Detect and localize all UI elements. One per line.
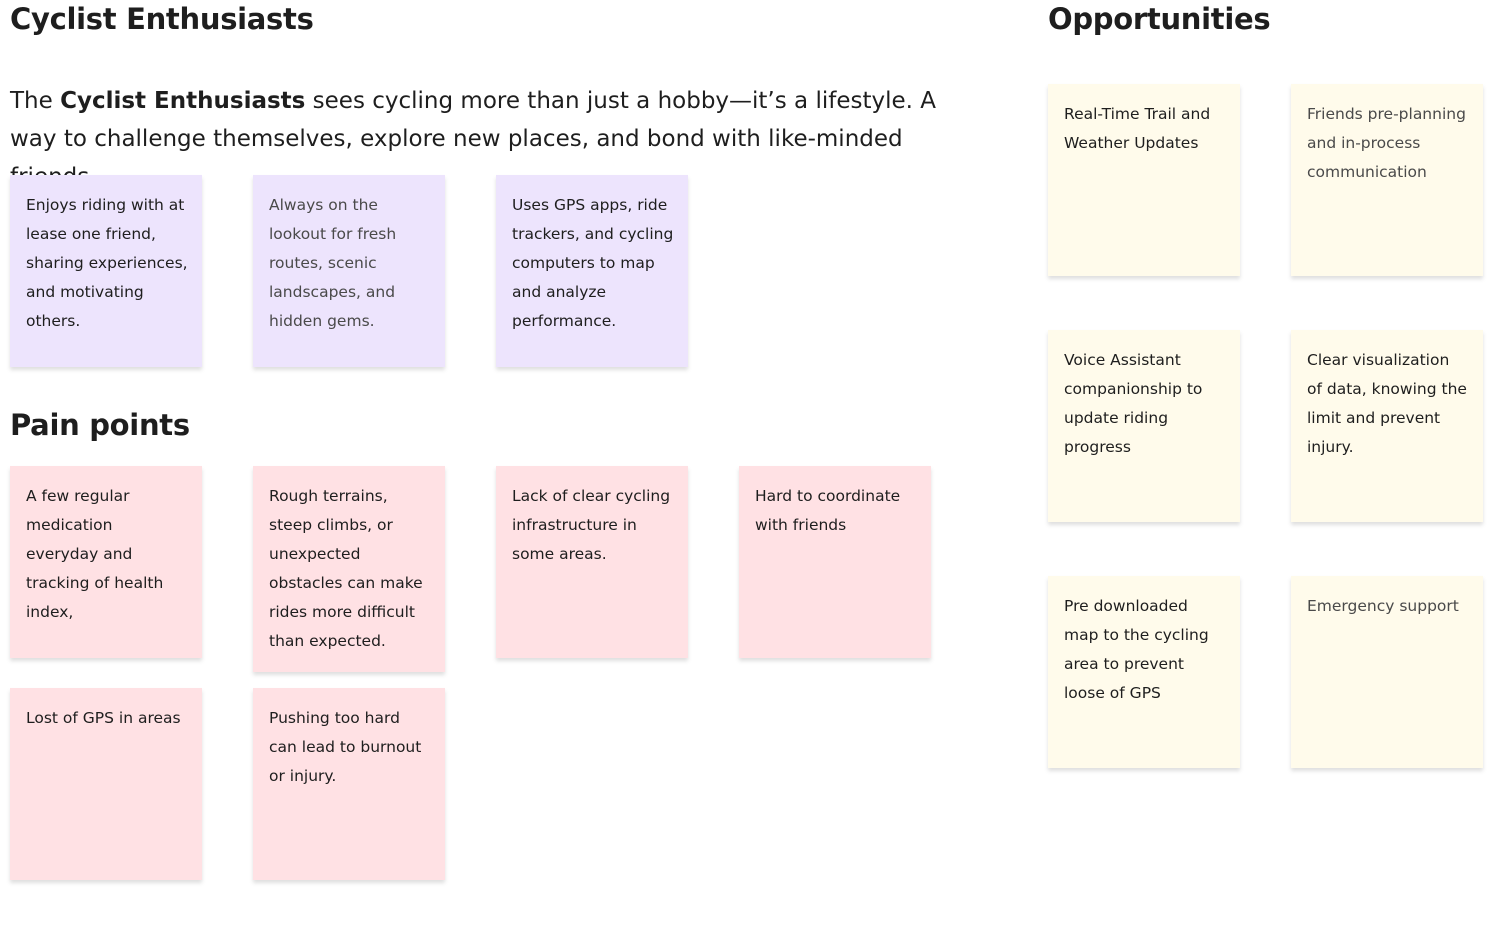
sticky-note-text: Hard to coordinate with friends	[755, 487, 901, 534]
sticky-note-text: Voice Assistant companionship to update riding progress	[1064, 351, 1203, 456]
sticky-note-pain-point[interactable]	[496, 466, 688, 658]
sticky-note-pain-point[interactable]	[253, 688, 445, 880]
sticky-note-opportunity[interactable]	[1291, 576, 1483, 768]
sticky-note-opportunity[interactable]	[1048, 330, 1240, 522]
intro-prefix: The	[10, 88, 61, 114]
sticky-note-pain-point[interactable]	[10, 466, 202, 658]
sticky-note-text: Enjoys riding with at lease one friend, sharing experiences, and motivating others.	[26, 196, 188, 330]
section-title-cyclist-enthusiasts: Cyclist Enthusiasts	[10, 2, 314, 36]
sticky-note-opportunity[interactable]	[1291, 330, 1483, 522]
sticky-note-text: Real-Time Trail and Weather Updates	[1064, 105, 1211, 152]
sticky-note-text: Uses GPS apps, ride trackers, and cycling computers to map and analyze performance.	[512, 196, 674, 330]
sticky-note-opportunity[interactable]	[1291, 84, 1483, 276]
sticky-note-text: Rough terrains, steep climbs, or unexpected obstacles can make rides more difficult than expected.	[269, 487, 423, 650]
sticky-note-trait[interactable]	[253, 175, 445, 367]
sticky-note-text: Lost of GPS in areas	[26, 709, 181, 727]
section-title-pain-points: Pain points	[10, 408, 190, 442]
section-title-opportunities: Opportunities	[1048, 2, 1271, 36]
sticky-note-pain-point[interactable]	[739, 466, 931, 658]
sticky-note-text: Pre downloaded map to the cycling area to prevent loose of GPS	[1064, 597, 1209, 702]
intro-suffix: sees cycling more than just a hobby—it’s a lifestyle. A way to challenge themselves, explore new places, and bond with like-minded	[10, 88, 936, 152]
sticky-note-text: Friends pre-planning and in-process communication	[1307, 105, 1466, 181]
sticky-note-trait[interactable]	[496, 175, 688, 367]
sticky-note-opportunity[interactable]	[1048, 576, 1240, 768]
intro-bold-name: Cyclist Enthusiasts	[60, 88, 306, 114]
sticky-note-trait[interactable]	[10, 175, 202, 367]
sticky-note-text: Lack of clear cycling infrastructure in some areas.	[512, 487, 671, 563]
sticky-note-text: A few regular medication everyday and tracking of health index,	[26, 487, 164, 621]
sticky-note-opportunity[interactable]	[1048, 84, 1240, 276]
sticky-note-text: Pushing too hard can lead to burnout or injury.	[269, 709, 422, 785]
sticky-note-text: Clear visualization of data, knowing the limit and prevent injury.	[1307, 351, 1467, 456]
sticky-note-pain-point[interactable]	[10, 688, 202, 880]
sticky-note-text: Always on the lookout for fresh routes, scenic landscapes, and hidden gems.	[269, 196, 397, 330]
sticky-note-text: Emergency support	[1307, 597, 1459, 615]
sticky-note-pain-point[interactable]	[253, 466, 445, 672]
